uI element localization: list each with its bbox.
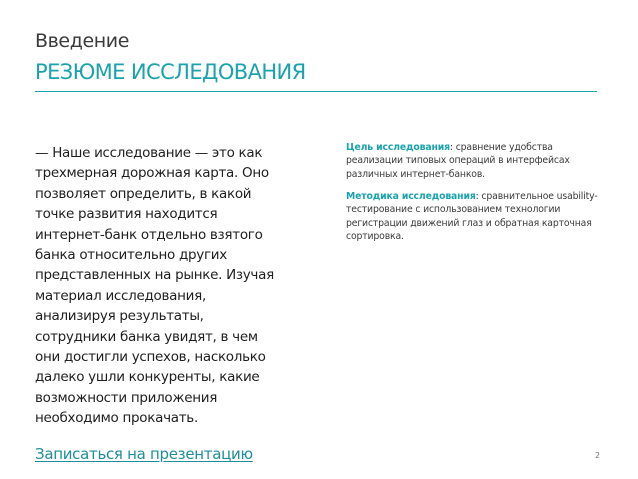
- research-goal-key: Цель исследования: [346, 142, 450, 153]
- summary-line: сотрудники банка увидят, в чем: [35, 328, 258, 345]
- summary-paragraph: [35, 143, 310, 429]
- summary-line: далеко ушли конкуренты, какие: [35, 369, 260, 386]
- research-method-line: сортировка.: [346, 230, 404, 242]
- summary-line: необходимо прокачать.: [35, 410, 198, 427]
- research-goal-line: [346, 141, 606, 154]
- page-number: 2: [595, 451, 601, 460]
- summary-line: анализируя результаты,: [35, 308, 204, 325]
- research-method-line: [346, 190, 606, 203]
- research-goal-line: реализации типовых операций в интерфейсах: [346, 155, 570, 167]
- research-method-key: Методика исследования: [346, 191, 476, 202]
- research-goal-text: сравнение удобства: [452, 142, 553, 153]
- summary-line: трехмерная дорожная карта. Оно: [35, 165, 269, 182]
- research-goal-separator: :: [449, 142, 453, 153]
- summary-line: банка относительно других: [35, 247, 227, 264]
- summary-line: представленных на рынке. Изучая: [35, 267, 274, 284]
- summary-line: позволяет определить, в какой: [35, 185, 252, 202]
- summary-line: материал исследования,: [35, 287, 206, 304]
- summary-line: — Наше исследование — это как: [35, 145, 263, 161]
- research-method: [346, 190, 606, 243]
- title-divider: [35, 91, 597, 92]
- research-goal-line: различных интернет-банков.: [346, 168, 485, 180]
- summary-line: точке развития находится: [35, 206, 218, 223]
- page-title: РЕЗЮМЕ ИССЛЕДОВАНИЯ: [35, 60, 306, 84]
- summary-line: они достигли успехов, насколько: [35, 349, 266, 366]
- research-method-line: регистрации движений глаз и обратная карточная: [346, 217, 592, 229]
- research-goal: [346, 141, 606, 181]
- summary-line: интернет-банк отдельно взятого: [35, 226, 263, 243]
- research-method-text: сравнительное usability-: [478, 191, 598, 202]
- signup-presentation-link[interactable]: Записаться на презентацию: [35, 445, 253, 463]
- research-method-separator: :: [475, 191, 479, 202]
- section-label: Введение: [35, 30, 130, 52]
- research-method-line: тестирование с использованием технологии: [346, 204, 561, 216]
- summary-line: возможности приложения: [35, 389, 218, 406]
